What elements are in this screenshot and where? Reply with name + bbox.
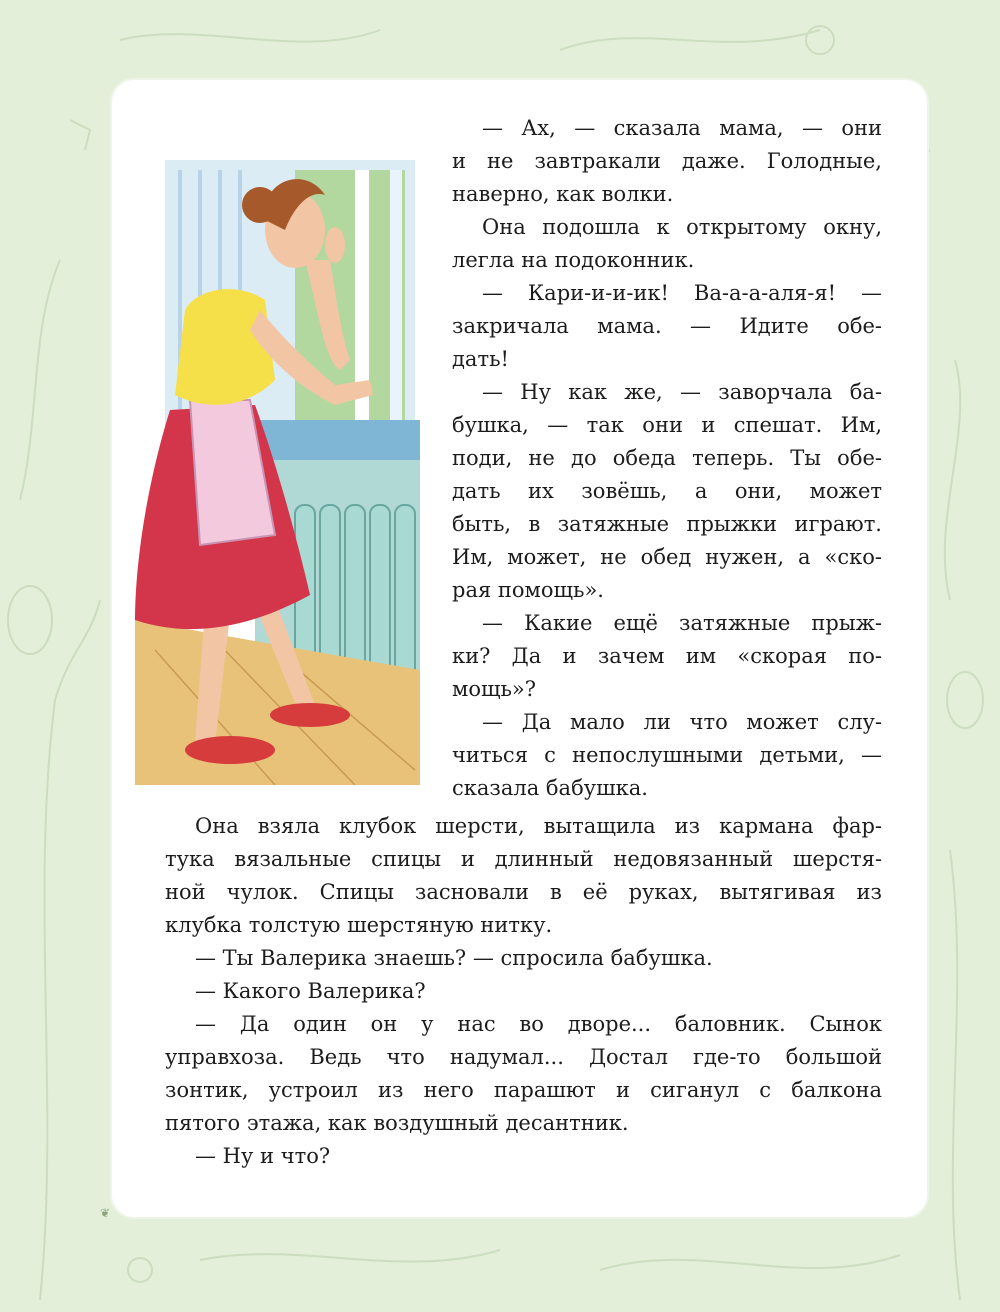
text-line: — Кари-и-и-ик! Ва-а-а-аля-я! —: [482, 281, 882, 305]
text-line: поди, не до обеда теперь. Ты обе-: [452, 446, 882, 470]
text-line: Она взяла клубок шерсти, вытащила из кармана фар-: [195, 814, 882, 838]
woman-at-window-illustration: [135, 150, 420, 785]
text-line: — Ну как же, — заворчала ба-: [482, 380, 882, 404]
text-line: Она подошла к открытому окну,: [482, 215, 882, 239]
paragraph: [165, 1008, 882, 1140]
text-line: легла на подоконник.: [452, 248, 695, 272]
text-line: закричала мама. — Идите обе-: [452, 314, 882, 338]
paragraph: [452, 277, 882, 376]
text-line: и не завтракали даже. Голодные,: [452, 149, 882, 173]
text-line: управхоза. Ведь что надумал... Достал где-то большой: [165, 1045, 882, 1069]
paragraph: [452, 112, 882, 211]
paragraph: [165, 810, 882, 942]
text-line: зонтик, устроил из него парашют и сиганул с балкона: [165, 1078, 882, 1102]
text-line: — Ты Валерика знаешь? — спросила бабушка.: [195, 946, 713, 970]
text-line: тука вязальные спицы и длинный недовязанный шерстя-: [165, 847, 882, 871]
text-line: ной чулок. Спицы засновали в её руках, вытягивая из: [165, 880, 882, 904]
text-line: — Да мало ли что может слу-: [482, 710, 882, 734]
text-line: дать!: [452, 347, 509, 371]
text-line: дать их зовёшь, а они, может: [452, 479, 882, 503]
text-line: Им, может, не обед нужен, а «ско-: [452, 545, 882, 569]
text-line: — Ну и что?: [195, 1144, 331, 1168]
text-line: рая помощь».: [452, 578, 604, 602]
paragraph: [452, 211, 882, 277]
full-width-text: [165, 810, 882, 1173]
right-column-text: [452, 112, 882, 805]
text-line: клубка толстую шерстяную нитку.: [165, 913, 553, 937]
paragraph: [452, 607, 882, 706]
text-line: — Ах, — сказала мама, — они: [482, 116, 882, 140]
paragraph: [165, 975, 882, 1008]
paragraph: [165, 1140, 882, 1173]
text-line: наверно, как волки.: [452, 182, 674, 206]
text-line: читься с непослушными детьми, —: [452, 743, 882, 767]
text-line: мощь»?: [452, 677, 537, 701]
leaf-ornament-icon: ❦: [100, 1206, 111, 1220]
paragraph: [452, 376, 882, 607]
text-line: сказала бабушка.: [452, 776, 648, 800]
text-line: — Какого Валерика?: [195, 979, 426, 1003]
paragraph: [452, 706, 882, 805]
text-line: быть, в затяжные прыжки играют.: [452, 512, 882, 536]
text-line: пятого этажа, как воздушный десантник.: [165, 1111, 629, 1135]
text-line: ки? Да и зачем им «скорая по-: [452, 644, 882, 668]
text-line: — Какие ещё затяжные прыж-: [482, 611, 882, 635]
text-line: — Да один он у нас во дворе... баловник. Сынок: [195, 1012, 882, 1036]
paragraph: [165, 942, 882, 975]
text-line: бушка, — так они и спешат. Им,: [452, 413, 882, 437]
